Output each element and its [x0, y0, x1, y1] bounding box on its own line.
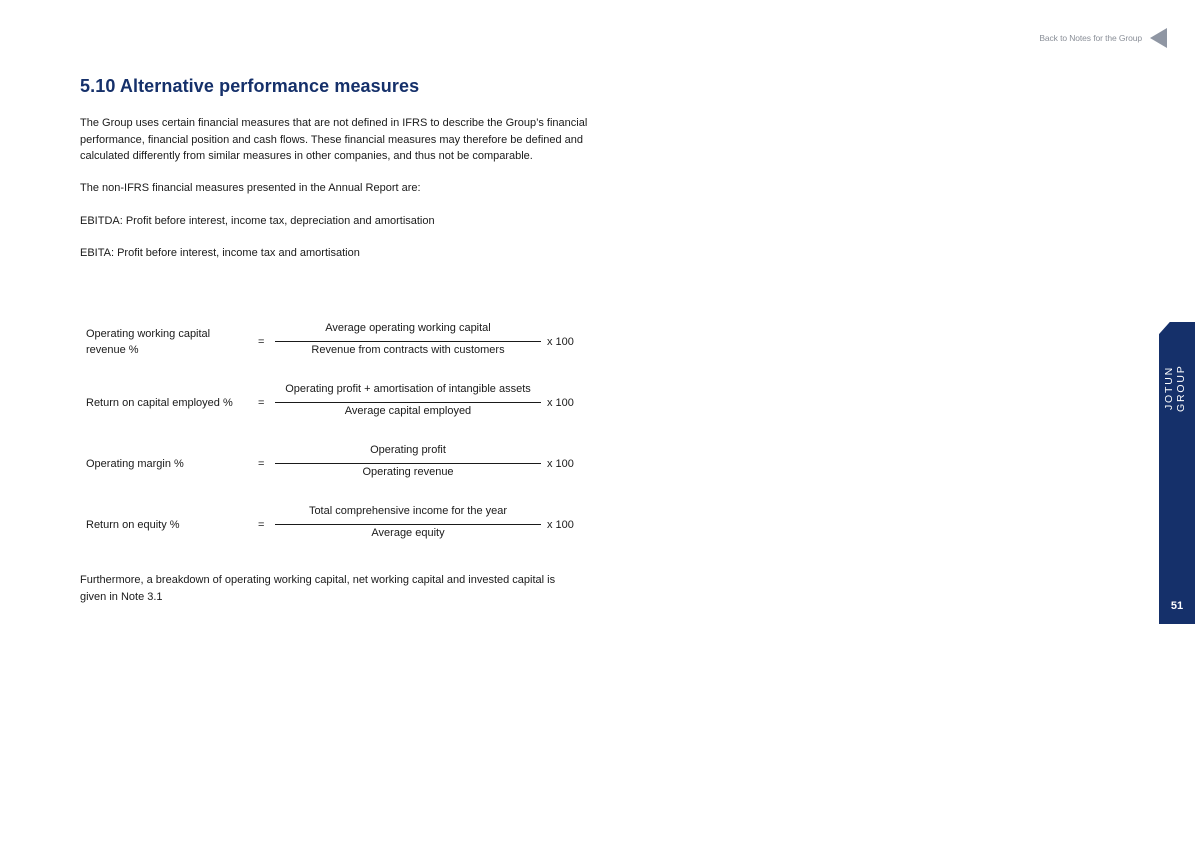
- formula-label: Return on capital employed %: [86, 396, 233, 409]
- fraction-bar: [275, 524, 541, 525]
- formula-operating-working-capital: [86, 320, 586, 364]
- formula-label: Operating working capital revenue %: [86, 327, 211, 356]
- list-intro-paragraph: The non-IFRS financial measures presented in the Annual Report are:: [80, 182, 421, 194]
- numerator: Operating profit + amortisation of intangible assets: [285, 383, 531, 395]
- numerator: Total comprehensive income for the year: [308, 505, 508, 517]
- denominator: Average capital employed: [344, 405, 472, 417]
- page-number: 51: [1170, 600, 1184, 612]
- equals-sign: =: [258, 458, 265, 470]
- fraction-bar: [275, 463, 541, 464]
- equals-sign: =: [258, 336, 265, 348]
- back-link-label: Back to Notes for the Group: [1039, 33, 1142, 43]
- intro-paragraph: The Group uses certain financial measures that are not defined in IFRS to describe the Group’s financial performance, financial position and cash flows. These financial measures may therefore be defined and calculated differently from similar measures in other companies, and thus not be comparable.: [80, 117, 588, 162]
- denominator: Operating revenue: [362, 466, 454, 478]
- numerator: Average operating working capital: [325, 322, 491, 334]
- fraction-bar: [275, 341, 541, 342]
- equals-sign: =: [258, 519, 265, 531]
- fraction: [275, 381, 541, 425]
- formula-operating-margin: [86, 442, 586, 486]
- fraction: [275, 503, 541, 547]
- denominator: Average equity: [371, 527, 445, 539]
- denominator: Revenue from contracts with customers: [311, 344, 505, 356]
- formula-return-on-capital-employed: [86, 381, 586, 425]
- page-title: 5.10 Alternative performance measures: [80, 76, 420, 96]
- fraction: [275, 442, 541, 486]
- formula-label: Return on equity %: [86, 518, 180, 531]
- side-tab-label: JOTUN GROUP: [1163, 364, 1187, 412]
- fraction-bar: [275, 402, 541, 403]
- numerator: Operating profit: [370, 444, 446, 456]
- ebitda-definition: EBITDA: Profit before interest, income tax, depreciation and amortisation: [80, 215, 435, 227]
- multiplier: x 100: [547, 458, 574, 470]
- ebita-definition: EBITA: Profit before interest, income tax and amortisation: [80, 247, 360, 259]
- formula-return-on-equity: [86, 503, 586, 547]
- back-to-notes-link[interactable]: [1039, 28, 1167, 48]
- multiplier: x 100: [547, 397, 574, 409]
- formula-label: Operating margin %: [86, 457, 184, 470]
- further-paragraph: Furthermore, a breakdown of operating working capital, net working capital and invested capital is given in Note 3.1: [80, 574, 556, 603]
- multiplier: x 100: [547, 336, 574, 348]
- fraction: [275, 320, 541, 364]
- equals-sign: =: [258, 397, 265, 409]
- back-arrow-icon[interactable]: [1150, 28, 1167, 48]
- multiplier: x 100: [547, 519, 574, 531]
